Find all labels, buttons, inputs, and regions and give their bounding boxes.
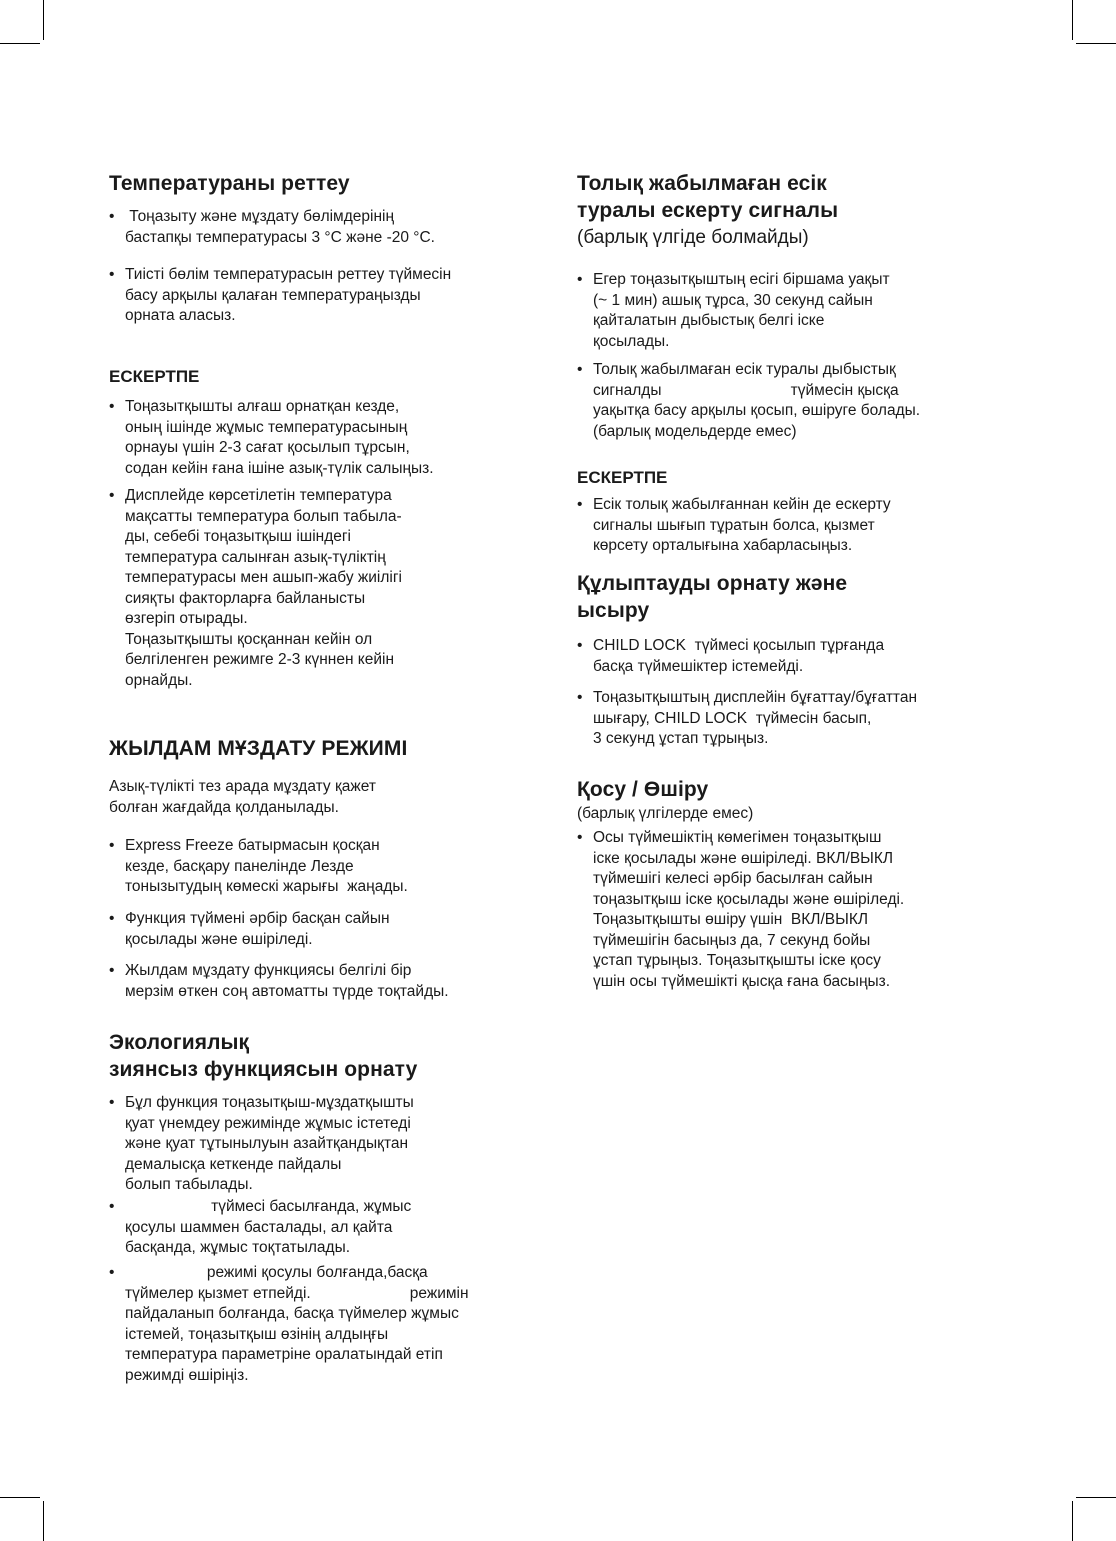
bullet: • xyxy=(109,837,115,854)
list-item: • Егер тоңазытқыштың есігі біршама уақыт (~ 1 мин) ашық тұрса, 30 секунд сайын қайталатын дыбыстық белгі іске қосылады. xyxy=(577,271,890,350)
bullet: • xyxy=(577,829,583,846)
list-item: • Дисплейде көрсетілетін температура мақсатты температура болып табыла- ды, себебі тоңазытқыш ішіндегі температура салынған азық-түліктің температурасы мен ашып-жабу жиілігі сияқты факторларға байланысты өзгеріп отырады. Тоңазытқышты қосқаннан кейін ол белгіленген режимге 2-3 күннен кейін орнайды. xyxy=(109,487,402,689)
list-item: • Жылдам мұздату функциясы белгілі бір мерзім өткен соң автоматты түрде тоқтайды. xyxy=(109,962,449,1000)
list-item: • CHILD LOCK түймесі қосылып тұрғанда басқа түймешіктер істемейді. xyxy=(577,637,885,675)
bullet: • xyxy=(577,271,583,288)
crop-mark xyxy=(1076,1497,1116,1498)
power-subtitle: (барлық үлгілерде емес) xyxy=(577,805,754,822)
temperature-title: Температураны реттеу xyxy=(109,172,350,195)
bullet: • xyxy=(109,487,115,504)
door-alarm-title: Толық жабылмаған есік туралы ескерту сигналы xyxy=(577,172,839,222)
list-item: • Есік толық жабылғаннан кейін де ескерту сигналы шығып тұратын болса, қызмет көрсету орталығына хабарласыңыз. xyxy=(577,496,891,554)
bullet: • xyxy=(109,1094,115,1111)
crop-mark xyxy=(0,43,40,44)
power-title: Қосу / Өшіру xyxy=(577,778,709,801)
bullet: • xyxy=(109,962,115,979)
door-alarm-subtitle: (барлық үлгіде болмайды) xyxy=(577,227,809,248)
note-title: ЕСКЕРТПЕ xyxy=(577,468,668,487)
crop-mark xyxy=(43,1501,44,1541)
bullet: • xyxy=(109,1198,115,1215)
eco-title: Экологиялық зиянсыз функциясын орнату xyxy=(109,1031,418,1081)
list-item: • Express Freeze батырмасын қосқан кезде, басқару панелінде Лезде тонызытудың көмескі жарығы жаңады. xyxy=(109,837,408,895)
list-item: • Толық жабылмаған есік туралы дыбыстық сигналды түймесін қысқа уақытқа басу арқылы қосып, өшіруге болады. (барлық модельдерде емес) xyxy=(577,361,921,440)
bullet: • xyxy=(577,496,583,513)
list-item: • Осы түймешіктің көмегімен тоңазытқыш іске қосылады және өшіріледі. ВКЛ/ВЫКЛ түймешігі келесі әрбір басылған сайын тоңазытқыш іске қосылады және өшіріледі. Тоңазытқышты өшіру үшін ВКЛ/ВЫКЛ түймешігін басыңыз да, 7 секунд бойы ұстап тұрыңыз. Тоңазытқышты іске қосу үшін осы түймешікті қысқа ғана басыңыз. xyxy=(577,829,905,990)
bullet: • xyxy=(109,208,115,225)
bullet: • xyxy=(577,361,583,378)
list-item: • режимі қосулы болғанда,басқа түймелер қызмет етпейді. режимін пайдаланып болғанда, басқа түймелер жұмыс істемей, тоңазытқыш өзінің алдыңғы температура параметріне оралатындай етіп режимді өшіріңіз. xyxy=(109,1264,469,1384)
crop-mark xyxy=(1072,0,1073,40)
note-title: ЕСКЕРТПЕ xyxy=(109,367,200,386)
bullet: • xyxy=(577,637,583,654)
list-item: • Тоңазыту және мұздату бөлімдерінің бастапқы температурасы 3 °C және -20 °C. xyxy=(109,208,435,246)
bullet: • xyxy=(109,1264,115,1281)
list-item: • Бұл функция тоңазытқыш-мұздатқышты қуат үнемдеу режимінде жұмыс істетеді және қуат тұтынылуын азайтқандықтан демалысқа кеткенде пайдалы болып табылады. xyxy=(109,1094,414,1193)
list-item: • түймесі басылғанда, жұмыс қосулы шаммен басталады, ал қайта басқанда, жұмыс тоқтатылады. xyxy=(109,1198,412,1256)
bullet: • xyxy=(109,398,115,415)
crop-mark xyxy=(0,1497,40,1498)
bullet: • xyxy=(577,689,583,706)
list-item: • Функция түймені әрбір басқан сайын қосылады және өшіріледі. xyxy=(109,910,390,948)
list-item: • Тоңазытқыштың дисплейін бұғаттау/бұғаттан шығару, CHILD LOCK түймесін басып, 3 секунд ұстап тұрыңыз. xyxy=(577,689,918,747)
crop-mark xyxy=(43,0,44,40)
list-item: • Тиісті бөлім температурасын реттеу түймесін басу арқылы қалаған температураңызды орната аласыз. xyxy=(109,266,452,324)
crop-mark xyxy=(1072,1501,1073,1541)
crop-mark xyxy=(1076,43,1116,44)
bullet: • xyxy=(109,910,115,927)
list-item: • Тоңазытқышты алғаш орнатқан кезде, оның ішінде жұмыс температурасының орнауы үшін 2-3 сағат қосылып тұрсын, содан кейін ғана ішіне азық-түлік салыңыз. xyxy=(109,398,434,477)
express-title: ЖЫЛДАМ МҰЗДАТУ РЕЖИМІ xyxy=(109,737,408,760)
lock-title: Құлыптауды орнату және ысыру xyxy=(577,572,848,622)
bullet: • xyxy=(109,266,115,283)
express-intro: Азық-түлікті тез арада мұздату қажет болған жағдайда қолданылады. xyxy=(109,778,376,816)
